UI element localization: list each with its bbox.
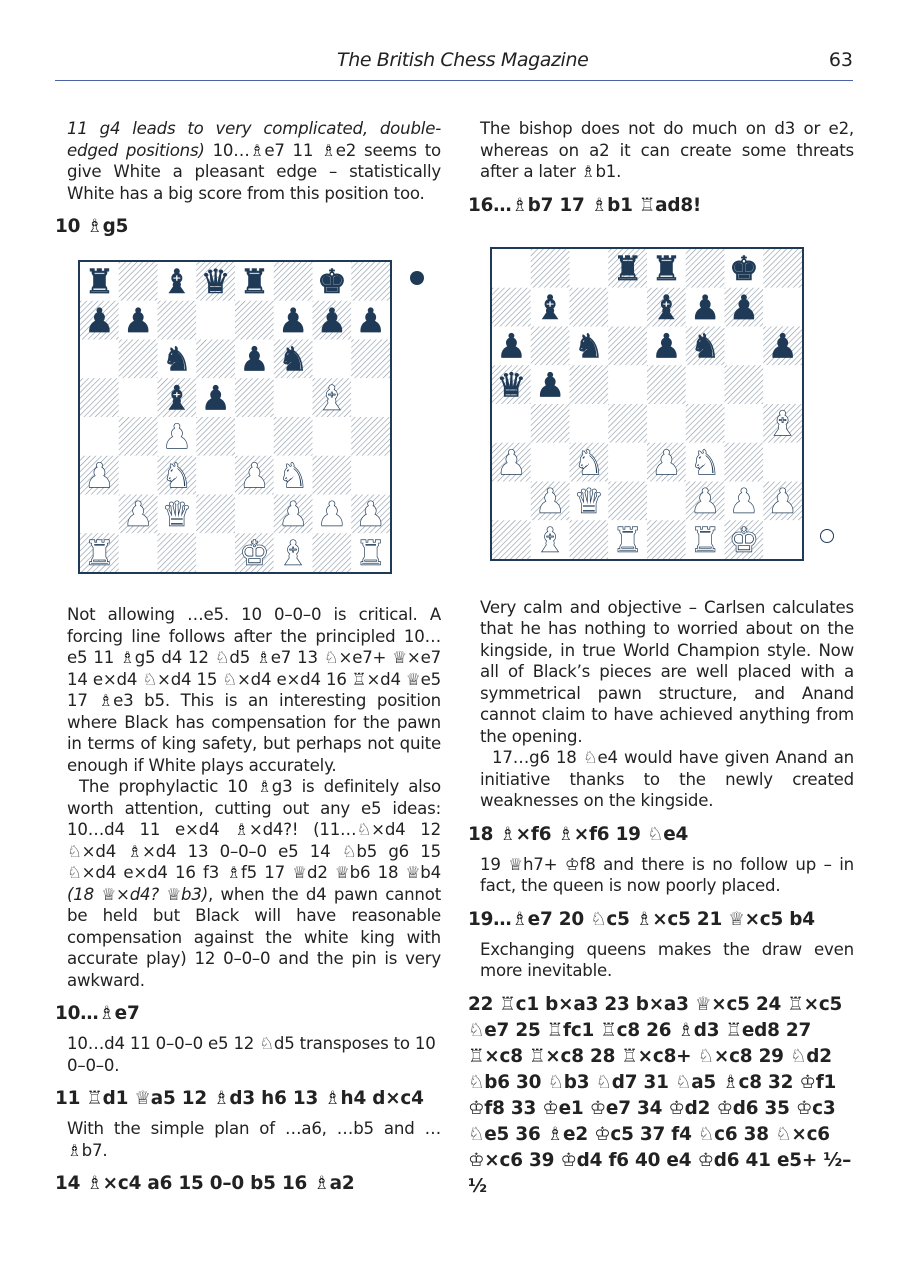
light-square bbox=[608, 365, 647, 404]
black-pawn-icon: ♟ bbox=[316, 300, 347, 340]
dark-square bbox=[351, 262, 390, 301]
white-pawn-icon: ♟ bbox=[316, 494, 347, 534]
text: The prophylactic 10 ♗g3 is definitely also worth attention, cutting out any e5 ideas: 10…d4 11 e×d4 ♗×d4?! (11…♘×d4 12 ♘×d4 ♗×d4 13 0–0–0 e5 14 ♘b5 g6 15 ♘×d4 e×d4 16 f3 ♗f5 17 ♕d2 ♕b6 18 ♕b4 bbox=[67, 777, 441, 882]
italic-text: 11 g4 leads to very complicated, double-edged positions) bbox=[67, 119, 441, 160]
move-heading: 14 ♗×c4 a6 15 0–0 b5 16 ♗a2 bbox=[55, 1173, 355, 1194]
black-rook-icon: ♜ bbox=[239, 262, 270, 301]
light-square bbox=[313, 340, 352, 379]
running-header bbox=[55, 48, 853, 72]
move-heading: 10…♗e7 bbox=[55, 1003, 140, 1024]
dark-square bbox=[158, 301, 197, 340]
light-square bbox=[351, 378, 390, 417]
dark-square bbox=[531, 249, 570, 288]
white-bishop-icon: ♝ bbox=[767, 403, 798, 443]
dark-square bbox=[763, 249, 802, 288]
chess-board bbox=[490, 247, 804, 561]
paragraph: 10…d4 11 0–0–0 e5 12 ♘d5 transposes to 10 0–0–0. bbox=[67, 1034, 436, 1075]
black-pawn-icon: ♟ bbox=[651, 326, 682, 365]
dark-square bbox=[725, 442, 764, 481]
light-square bbox=[570, 249, 609, 288]
board-grid bbox=[492, 249, 802, 559]
paragraph bbox=[67, 776, 441, 991]
dark-square bbox=[570, 287, 609, 326]
dark-square bbox=[158, 533, 197, 572]
right-column bbox=[468, 118, 854, 1206]
black-pawn-icon: ♟ bbox=[728, 287, 759, 327]
paragraph: 17…g6 18 ♘e4 would have given Anand an initiative thanks to the newly created weaknesses on the kingside. bbox=[480, 748, 854, 810]
light-square bbox=[119, 533, 158, 572]
black-knight-icon: ♞ bbox=[161, 339, 192, 379]
black-pawn-icon: ♟ bbox=[278, 300, 309, 340]
black-pawn-icon: ♟ bbox=[767, 326, 798, 365]
white-knight-icon: ♞ bbox=[690, 442, 721, 482]
dark-square bbox=[274, 417, 313, 456]
dark-square bbox=[313, 456, 352, 495]
black-pawn-icon: ♟ bbox=[200, 378, 231, 418]
white-rook-icon: ♜ bbox=[84, 533, 115, 572]
white-pawn-icon: ♟ bbox=[690, 481, 721, 520]
white-rook-icon: ♜ bbox=[690, 519, 721, 559]
italic-text: (18 ♕×d4? ♕b3) bbox=[67, 884, 209, 904]
light-square bbox=[80, 340, 119, 379]
black-pawn-icon: ♟ bbox=[535, 364, 566, 404]
dark-square bbox=[686, 249, 725, 288]
light-square bbox=[313, 417, 352, 456]
black-knight-icon: ♞ bbox=[278, 339, 309, 379]
dark-square bbox=[608, 404, 647, 443]
light-square bbox=[80, 495, 119, 534]
dark-square bbox=[531, 326, 570, 365]
dark-square bbox=[647, 520, 686, 559]
white-pawn-icon: ♟ bbox=[84, 455, 115, 495]
dark-square bbox=[196, 417, 235, 456]
light-square bbox=[763, 287, 802, 326]
light-square bbox=[763, 365, 802, 404]
light-square bbox=[570, 404, 609, 443]
white-pawn-icon: ♟ bbox=[767, 481, 798, 520]
dark-square bbox=[235, 301, 274, 340]
black-knight-icon: ♞ bbox=[690, 326, 721, 365]
white-knight-icon: ♞ bbox=[161, 455, 192, 495]
black-pawn-icon: ♟ bbox=[355, 300, 386, 340]
dark-square bbox=[235, 378, 274, 417]
white-pawn-icon: ♟ bbox=[123, 494, 154, 534]
black-pawn-icon: ♟ bbox=[690, 287, 721, 327]
white-king-icon: ♚ bbox=[728, 519, 759, 559]
light-square bbox=[686, 365, 725, 404]
board-grid bbox=[80, 262, 390, 572]
light-square bbox=[235, 417, 274, 456]
black-bishop-icon: ♝ bbox=[161, 262, 192, 301]
dark-square bbox=[196, 340, 235, 379]
light-square bbox=[492, 481, 531, 520]
white-to-move-indicator bbox=[820, 529, 834, 543]
paragraph: Exchanging queens makes the draw even more inevitable. bbox=[480, 939, 854, 980]
black-queen-icon: ♛ bbox=[200, 262, 231, 301]
dark-square bbox=[313, 533, 352, 572]
white-queen-icon: ♛ bbox=[573, 481, 604, 520]
light-square bbox=[196, 301, 235, 340]
black-bishop-icon: ♝ bbox=[651, 287, 682, 327]
light-square bbox=[725, 404, 764, 443]
black-rook-icon: ♜ bbox=[612, 248, 643, 288]
light-square bbox=[647, 481, 686, 520]
diagram-2 bbox=[490, 247, 860, 561]
move-heading: 16…♗b7 17 ♗b1 ♖ad8! bbox=[468, 194, 702, 216]
paragraph: The bishop does not do much on d3 or e2, whereas on a2 it can create some threats after a later ♗b1. bbox=[480, 119, 854, 181]
dark-square bbox=[570, 520, 609, 559]
chess-board bbox=[78, 260, 392, 574]
dark-square bbox=[80, 378, 119, 417]
light-square bbox=[763, 520, 802, 559]
paragraph: Not allowing …e5. 10 0–0–0 is critical. A forcing line follows after the principled 10…e5 11 ♗g5 d4 12 ♘d5 ♗e7 13 ♘×e7+ ♕×e7 14 e×d4 ♘×d4 15 ♘×d4 e×d4 16 ♖×d4 ♕e5 17 ♗e3 b5. This is an interesting position where Black has compensation for the pawn in terms of king safety, but perhaps not quite enough if White plays accurately. bbox=[67, 605, 441, 775]
move-heading: 11 ♖d1 ♕a5 12 ♗d3 h6 13 ♗h4 d×c4 bbox=[55, 1088, 424, 1109]
light-square bbox=[492, 404, 531, 443]
paragraph: Very calm and objective – Carlsen calculates that he has nothing to worried about on the kingside, in true World Champion style. Now all of Black’s pieces are well placed with a symmetrical pawn structure, and Anand cannot claim to have achieved anything from the opening. bbox=[480, 597, 854, 746]
black-rook-icon: ♜ bbox=[651, 248, 682, 288]
text: , when the d4 pawn cannot be held but Black will have reasonable compensation against the white king with accurate play) 12 0–0–0 and the pin is very awkward. bbox=[67, 884, 441, 990]
black-knight-icon: ♞ bbox=[573, 326, 604, 365]
light-square bbox=[763, 442, 802, 481]
dark-square bbox=[725, 365, 764, 404]
dark-square bbox=[570, 365, 609, 404]
black-queen-icon: ♛ bbox=[496, 364, 527, 404]
paragraph: With the simple plan of …a6, …b5 and …♗b7. bbox=[67, 1119, 441, 1160]
dark-square bbox=[647, 365, 686, 404]
dark-square bbox=[686, 404, 725, 443]
text: 10…♗e7 11 ♗e2 seems to give White a pleasant edge – statistically White has a big score from this position too. bbox=[67, 140, 441, 203]
black-pawn-icon: ♟ bbox=[496, 326, 527, 365]
header-rule bbox=[55, 80, 853, 81]
white-pawn-icon: ♟ bbox=[278, 494, 309, 534]
light-square bbox=[351, 456, 390, 495]
white-rook-icon: ♜ bbox=[612, 519, 643, 559]
white-pawn-icon: ♟ bbox=[535, 481, 566, 520]
black-pawn-icon: ♟ bbox=[84, 300, 115, 340]
dark-square bbox=[608, 481, 647, 520]
light-square bbox=[608, 287, 647, 326]
dark-square bbox=[196, 495, 235, 534]
white-pawn-icon: ♟ bbox=[161, 417, 192, 456]
diagram-1 bbox=[78, 260, 448, 574]
move-heading: 10 ♗g5 bbox=[55, 216, 129, 237]
paragraph: 19 ♕h7+ ♔f8 and there is no follow up – in fact, the queen is now poorly placed. bbox=[480, 854, 854, 895]
move-heading: 22 ♖c1 b×a3 23 b×a3 ♕×c5 24 ♖×c5 ♘e7 25 ♖fc1 ♖c8 26 ♗d3 ♖ed8 27 ♖×c8 ♖×c8 28 ♖×c8+ ♘×c8 29 ♘d2 ♘b6 30 ♘b3 ♘d7 31 ♘a5 ♗c8 32 ♔f1 ♔f8 33 ♔e1 ♔e7 34 ♔d2 ♔d6 35 ♔c3 ♘e5 36 ♗e2 ♔c5 37 f4 ♘c6 38 ♘×c6 ♔×c6 39 ♔d4 f6 40 e4 ♔d6 41 e5+ ½–½ bbox=[468, 993, 852, 1197]
dark-square bbox=[351, 417, 390, 456]
white-bishop-icon: ♝ bbox=[278, 533, 309, 572]
black-pawn-icon: ♟ bbox=[123, 300, 154, 340]
black-bishop-icon: ♝ bbox=[535, 287, 566, 327]
black-bishop-icon: ♝ bbox=[161, 378, 192, 418]
light-square bbox=[235, 495, 274, 534]
dark-square bbox=[608, 326, 647, 365]
black-to-move-indicator bbox=[410, 271, 424, 285]
white-pawn-icon: ♟ bbox=[496, 442, 527, 482]
dark-square bbox=[492, 520, 531, 559]
white-rook-icon: ♜ bbox=[355, 533, 386, 572]
light-square bbox=[119, 378, 158, 417]
light-square bbox=[196, 456, 235, 495]
white-king-icon: ♚ bbox=[239, 533, 270, 572]
black-king-icon: ♚ bbox=[316, 262, 347, 301]
white-queen-icon: ♛ bbox=[161, 494, 192, 534]
dark-square bbox=[274, 262, 313, 301]
white-knight-icon: ♞ bbox=[573, 442, 604, 482]
paragraph bbox=[67, 118, 441, 204]
move-heading: 18 ♗×f6 ♗×f6 19 ♘e4 bbox=[468, 823, 689, 845]
move-heading: 19…♗e7 20 ♘c5 ♗×c5 21 ♕×c5 b4 bbox=[468, 908, 815, 930]
page-number: 63 bbox=[828, 49, 853, 71]
white-pawn-icon: ♟ bbox=[355, 494, 386, 534]
magazine-title: The British Chess Magazine bbox=[337, 49, 589, 71]
black-king-icon: ♚ bbox=[728, 248, 759, 288]
white-knight-icon: ♞ bbox=[278, 455, 309, 495]
light-square bbox=[531, 442, 570, 481]
light-square bbox=[274, 378, 313, 417]
dark-square bbox=[351, 340, 390, 379]
light-square bbox=[647, 404, 686, 443]
light-square bbox=[608, 442, 647, 481]
dark-square bbox=[119, 340, 158, 379]
light-square bbox=[725, 326, 764, 365]
light-square bbox=[492, 249, 531, 288]
dark-square bbox=[531, 404, 570, 443]
white-pawn-icon: ♟ bbox=[728, 481, 759, 520]
light-square bbox=[196, 533, 235, 572]
dark-square bbox=[492, 287, 531, 326]
black-pawn-icon: ♟ bbox=[239, 339, 270, 379]
light-square bbox=[80, 417, 119, 456]
white-bishop-icon: ♝ bbox=[316, 378, 347, 418]
white-pawn-icon: ♟ bbox=[651, 442, 682, 482]
dark-square bbox=[119, 262, 158, 301]
light-square bbox=[119, 456, 158, 495]
white-bishop-icon: ♝ bbox=[535, 519, 566, 559]
left-column bbox=[55, 118, 441, 1203]
dark-square bbox=[119, 417, 158, 456]
black-rook-icon: ♜ bbox=[84, 262, 115, 301]
white-pawn-icon: ♟ bbox=[239, 455, 270, 495]
